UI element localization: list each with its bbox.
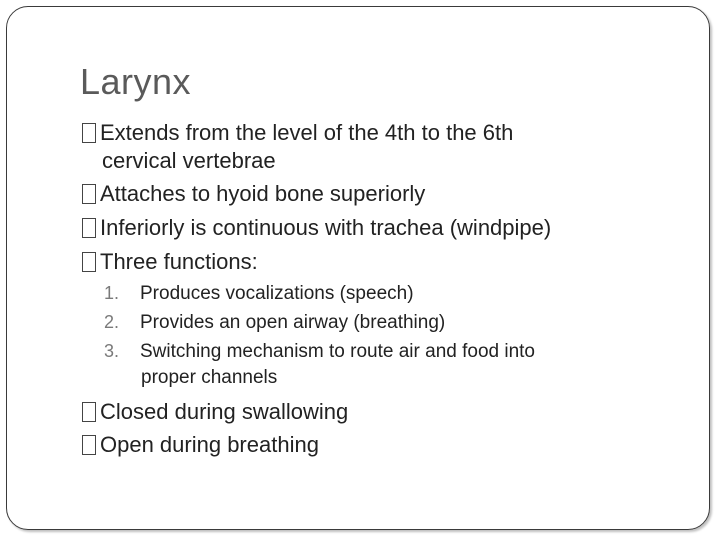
bullet-text: Inferiorly is continuous with trachea (windpipe) [100, 215, 552, 240]
bullet-text: Attaches to hyoid bone superiorly [100, 181, 426, 206]
bullet-text: Three functions: [100, 249, 258, 274]
bullet-item [82, 211, 551, 244]
function-item [104, 279, 414, 308]
function-number: 3. [104, 341, 120, 361]
bullet-text: Extends from the level of the 4th to the 6th [100, 120, 514, 145]
slide-title: Larynx [80, 61, 192, 102]
function-text: Switching mechanism to route air and food into [140, 341, 535, 362]
bullet-box-icon [82, 218, 96, 238]
bullet-box-icon [82, 252, 96, 272]
bullet-box-icon [82, 123, 96, 143]
function-item [104, 308, 445, 337]
bullet-item [82, 177, 425, 210]
bullet-box-icon [82, 184, 96, 204]
bullet-continuation: cervical vertebrae [102, 148, 276, 173]
function-number: 1. [104, 283, 120, 303]
bullet-box-icon [82, 402, 96, 422]
bullet-text: Open during breathing [100, 432, 319, 457]
function-number: 2. [104, 312, 120, 332]
function-continuation: proper channels [141, 367, 278, 388]
bullet-item [82, 245, 258, 278]
bullet-item [82, 395, 348, 428]
bullet-text: Closed during swallowing [100, 399, 349, 424]
bullet-box-icon [82, 435, 96, 455]
function-text: Produces vocalizations (speech) [140, 283, 414, 304]
bullet-item [82, 428, 319, 461]
function-text: Provides an open airway (breathing) [140, 312, 446, 333]
function-item [104, 337, 535, 366]
